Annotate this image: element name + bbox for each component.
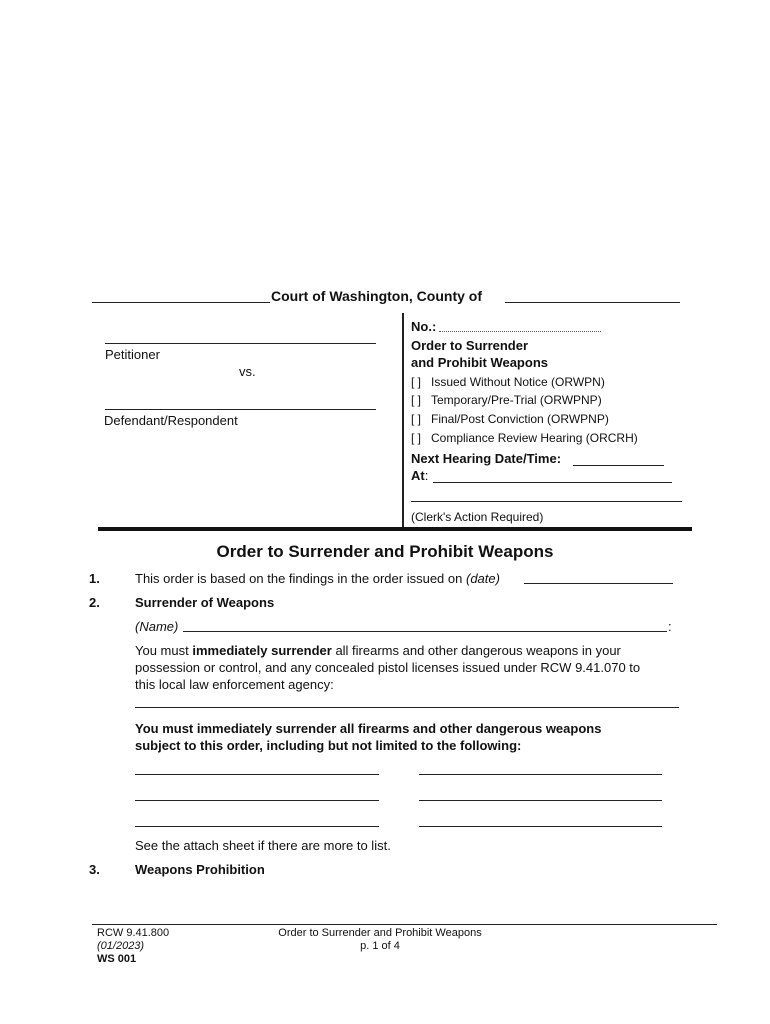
respondent-label: Defendant/Respondent — [104, 413, 238, 428]
clerk-note: (Clerk's Action Required) — [411, 510, 544, 524]
county-name-field[interactable] — [505, 302, 680, 303]
surrender-pre: You must — [135, 643, 189, 658]
surrender-line-2: possession or control, and any concealed pistol licenses issued under RCW 9.41.070 to — [135, 660, 641, 675]
date-label: (date) — [466, 571, 500, 586]
next-hearing-label: Next Hearing Date/Time: — [411, 451, 562, 466]
footer-form-id: WS 001 — [97, 953, 137, 965]
name-label: (Name) — [135, 619, 179, 634]
surrender-line-1 — [135, 642, 695, 659]
bold-instruction-line-1: You must immediately surrender all firearms and other dangerous weapons — [135, 721, 602, 736]
order-date-field[interactable] — [524, 583, 673, 584]
section-3-number: 3. — [89, 862, 100, 877]
option-final-post-conviction[interactable] — [411, 412, 609, 426]
at-colon: : — [424, 468, 429, 483]
surrender-line-3: this local law enforcement agency: — [135, 677, 334, 692]
next-hearing-field[interactable] — [573, 465, 664, 466]
at-location-field-2[interactable] — [411, 501, 682, 502]
section-1-body: This order is based on the findings in the order issued on — [135, 571, 463, 586]
case-no-field[interactable] — [439, 331, 601, 332]
footer-rule — [92, 924, 717, 925]
checkbox[interactable]: [ ] — [411, 375, 422, 389]
footer-date: (01/2023) — [97, 940, 145, 952]
petitioner-label: Petitioner — [105, 347, 160, 362]
section-1-text — [135, 571, 500, 586]
attach-note: See the attach sheet if there are more to list. — [135, 838, 391, 853]
at-label: At — [411, 468, 425, 483]
county-blank-left[interactable] — [92, 302, 270, 303]
at-location-field[interactable] — [433, 482, 672, 483]
respondent-name-field[interactable] — [105, 409, 376, 410]
surrender-rest: all firearms and other dangerous weapons in your — [335, 643, 621, 658]
checkbox[interactable]: [ ] — [411, 412, 422, 426]
option-label: Compliance Review Hearing (ORCRH) — [431, 431, 638, 445]
section-2-heading: Surrender of Weapons — [135, 595, 275, 610]
checkbox[interactable]: [ ] — [411, 393, 422, 407]
order-title-line2: and Prohibit Weapons — [411, 355, 548, 370]
footer-center — [260, 927, 500, 953]
bold-instruction-line-2: subject to this order, including but not limited to the following: — [135, 738, 522, 753]
option-label: Temporary/Pre-Trial (ORWPNP) — [431, 393, 602, 407]
at-row — [411, 468, 428, 483]
petitioner-name-field[interactable] — [105, 343, 376, 344]
page-title: Order to Surrender and Prohibit Weapons — [216, 542, 554, 561]
caption-divider — [402, 313, 404, 527]
vs-label: vs. — [239, 364, 256, 379]
agency-field[interactable] — [135, 707, 679, 708]
order-title-line1: Order to Surrender — [411, 338, 529, 353]
section-1-number: 1. — [89, 571, 100, 586]
footer-page: p. 1 of 4 — [360, 940, 400, 952]
footer-rcw: RCW 9.41.800 — [97, 927, 170, 939]
section-2-number: 2. — [89, 595, 100, 610]
checkbox[interactable]: [ ] — [411, 431, 422, 445]
surrender-paragraph — [135, 642, 695, 693]
weapon-field-6[interactable] — [419, 826, 662, 827]
footer-title: Order to Surrender and Prohibit Weapons — [278, 927, 482, 939]
caption-bottom-rule — [98, 527, 692, 531]
name-colon: : — [668, 619, 672, 634]
bold-instruction — [135, 720, 601, 754]
weapon-field-3[interactable] — [135, 800, 379, 801]
option-compliance-review[interactable] — [411, 431, 638, 445]
option-label: Issued Without Notice (ORWPN) — [431, 375, 605, 389]
weapon-field-5[interactable] — [135, 826, 379, 827]
option-label: Final/Post Conviction (ORWPNP) — [431, 412, 609, 426]
case-no-label: No.: — [411, 319, 437, 334]
section-3-heading: Weapons Prohibition — [135, 862, 265, 877]
surrender-bold: immediately surrender — [192, 643, 332, 658]
option-temporary-pretrial[interactable] — [411, 393, 602, 407]
restrained-name-field[interactable] — [183, 631, 667, 632]
weapon-field-2[interactable] — [419, 774, 662, 775]
weapon-field-1[interactable] — [135, 774, 379, 775]
weapon-field-4[interactable] — [419, 800, 662, 801]
option-issued-without-notice[interactable] — [411, 375, 605, 389]
court-title: Court of Washington, County of — [271, 288, 482, 304]
